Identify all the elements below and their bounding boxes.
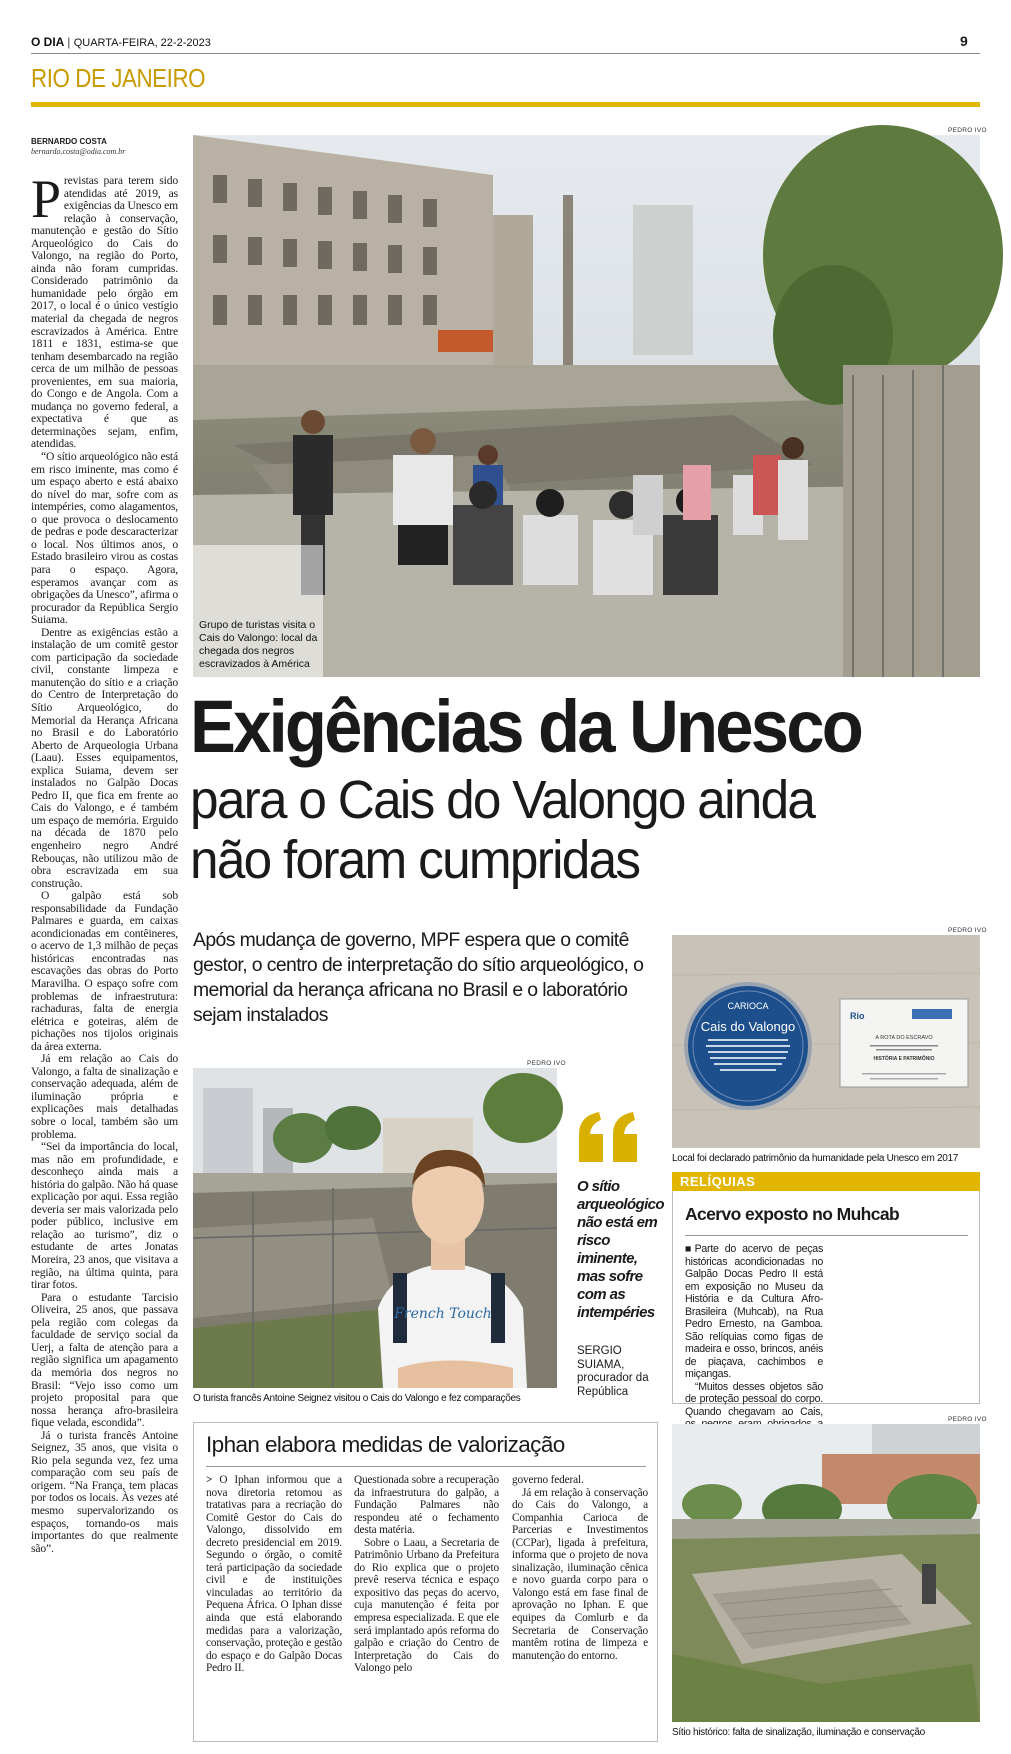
article-body	[31, 169, 178, 1745]
plaque-photo-image	[672, 935, 980, 1148]
iphan-text1: O Iphan informou que a nova diretoria retomou as tratativas para a recriação do Comitê Gestor do Cais do Valongo, dissolvido em decreto presidencial em 2019. Segundo o órgão, o comitê terá participação da sociedade civil e de instituições vinculadas ao território da Pequena África. O Iphan disse ainda que está elaborando medidas para a valorização, conservação, proteção e gestão do espaço e do Galpão Docas Pedro II.	[206, 1474, 342, 1675]
caption-plaque: Local foi declarado patrimônio da humanidade pela Unesco em 2017	[672, 1153, 959, 1164]
article-p2: “O sítio arqueológico não está em risco iminente, mas como é um espaço aberto e está abaixo do nível do mar, sofre com as intempéries, como alagamentos, o que provoca o deslocamento de pedras e pode descaracterizar o local. Nos últimos anos, o Estado brasileiro virou as costas para o espaço. Agora, esperamos avançar com as obrigações da Unesco”, afirma o procurador da República Sergio Suiama.	[31, 450, 178, 627]
article-p7: Para o estudante Tarcisio Oliveira, 25 anos, que passava pela região com colegas da faculdade de serviço social da Uerj, a falta de atenção para a região significa um apagamento da memória dos negros no Brasil: “Vejo isso como um projeto proposital para que nossa herança afro-brasileira fique velada, escondida”.	[31, 1290, 178, 1430]
credit-site: PEDRO IVO	[948, 1416, 987, 1423]
article-p4: O galpão está sob responsabilidade da Fundação Palmares e guarda, em caixas acondicionadas em contêineres, o acervo de 1,3 milhão de peças históricas encontradas nas escavações das obras do Porto Maravilha. O espaço sofre com problemas de infraestrutura: rachaduras, falta de energia elétrica e goteiras, além de pichações nos tijolos originais da área externa.	[31, 889, 178, 1053]
main-photo	[193, 135, 980, 677]
article-p1: revistas para terem sido atendidas até 2019, as exigências da Unesco em relação à conservação, manutenção e gestão do Sítio Arqueológico do Cais do Valongo, na região do Porto, ainda não foram cumpridas. Considerado patrimônio da humanidade pelo órgão em 2017, o local é o único vestígio material da chegada de negros escravizados à América. Entre 1811 e 1831, estima-se que tenham desembarcado na região cerca de um milhão de pessoas provenientes, em sua maioria, do Congo e de Angola. Com a mudança no governo federal, a expectativa é que as determinações sejam, enfim, atendidas.	[31, 174, 178, 451]
iphan-text2b: Sobre o Laau, a Secretaria de Patrimônio Urbano da Prefeitura do Rio explica que o projeto prevê reserva técnica e espaço expositivo das peças do acervo, cuja manutenção é feita por empresa especializada. E que ele será implantado após reforma do galpão e criação do Centro de Interpretação do Cais do Valongo pelo	[354, 1536, 499, 1675]
main-photo-image	[193, 135, 980, 677]
sign-logo: Rio	[850, 1011, 865, 1021]
iphan-rule	[206, 1466, 646, 1467]
caption-tourist: O turista francês Antoine Seignez visitou o Cais do Valongo e fez comparações	[193, 1393, 521, 1404]
sign-subtitle: HISTÓRIA E PATRIMÔNIO	[873, 1056, 935, 1062]
page-date: QUARTA-FEIRA, 22-2-2023	[73, 37, 211, 49]
reliquias-col1	[685, 1243, 823, 1418]
header-rule	[31, 53, 980, 54]
article-p5: Já em relação ao Cais do Valongo, a falta de sinalização e conservação adequada, além de iluminação própria e explicações mais detalhadas sobre o local, também são um problema.	[31, 1052, 178, 1141]
reliquias-text1: Parte do acervo de peças históricas acondicionadas no Galpão Docas Pedro II está em exposição no Museu da História e da Cultura Afro-Brasileira (Muhcab), na Rua Pedro Ernesto, na Gamboa. São relíquias como figas de madeira e osso, brincos, anéis de piaçava, cachimbos e miçangas.	[685, 1243, 823, 1380]
byline-email: bernardo.costa@odia.com.br	[31, 147, 126, 156]
headline-line1: Exigências da Unesco	[190, 685, 861, 768]
square-bullet-icon: ■	[685, 1243, 695, 1255]
reliquias-rule	[685, 1235, 968, 1236]
credit-plaque: PEDRO IVO	[948, 927, 987, 934]
quote-mark	[577, 1112, 641, 1164]
site-photo	[672, 1424, 980, 1722]
masthead: O DIA | QUARTA-FEIRA, 22-2-2023	[31, 35, 211, 49]
quote-author: SERGIO SUIAMA, procurador da República	[577, 1345, 649, 1398]
reliquias-title: Acervo exposto no Muhcab	[685, 1204, 900, 1224]
quote-mark-icon	[577, 1112, 641, 1164]
iphan-col1	[206, 1474, 342, 1734]
site-photo-image	[672, 1424, 980, 1722]
reliquias-text2: “Muitos desses objetos são de proteção pessoal do corpo. Quando chegavam ao Cais,	[685, 1380, 823, 1418]
article-p6: “Sei da importância do local, mas não em profundidade, e desconheço ainda mais a história do galpão. Não há quase explicação por aqui. Essa região deveria ser mais valorizada pelo poder público, inclusive em relação ao turismo”, diz o estudante de artes Jonatas Moreira, 23 anos, que visitava a região, na última quinta, para tirar fotos.	[31, 1140, 178, 1292]
dropcap: P	[31, 169, 61, 229]
plaque-city: CARIOCA	[727, 1001, 769, 1011]
reliquias-tag: RELÍQUIAS	[672, 1172, 980, 1191]
plaque-photo	[672, 935, 980, 1148]
article-p3: Dentre as exigências estão a instalação de um comitê gestor com participação da sociedade civil, constante limpeza e manutenção do sítio e a criação do Centro de Interpretação do Sítio Arqueológico, do Memorial da Herança Africana no Brasil e do Laboratório Aberto de Arqueologia Urbana (Laau). Esses equipamentos, explica Suiama, devem ser instalados no Galpão Docas Pedro II, que fica em frente ao Cais do Valongo, e é também um espaço de memória. Erguido na década de 1870 pelo engenheiro negro André Rebouças, não utilizou mão de obra escravizada em sua construção.	[31, 625, 178, 890]
sign-title: A ROTA DO ESCRAVO	[875, 1035, 933, 1041]
deck: Após mudança de governo, MPF espera que o comitê gestor, o centro de interpretação do sítio arqueológico, o memorial da herança africana no Brasil e o laboratório sejam instalados	[193, 929, 644, 1026]
shirt-text: French Touch	[394, 1306, 492, 1322]
iphan-text3a: governo federal.	[512, 1474, 584, 1486]
credit-main: PEDRO IVO	[948, 127, 987, 134]
plaque-title: Cais do Valongo	[700, 1019, 796, 1034]
article-p8: Já o turista francês Antoine Seignez, 35 anos, que visita o Rio pela segunda vez, fez uma comparação com seu país de origem. “Na França, tem placas por todos os locais. Às vezes até mesmo supervalorizando os espaços, tornando-os mais importantes do que realmente são”.	[31, 1428, 178, 1555]
iphan-title: Iphan elabora medidas de valorização	[206, 1432, 565, 1457]
arrow-bullet-icon: >	[206, 1474, 220, 1486]
iphan-col2	[354, 1474, 499, 1734]
paper-name: O DIA	[31, 35, 64, 49]
caption-main: Grupo de turistas visita o Cais do Valongo: local da chegada dos negros escravizados à América	[199, 619, 318, 670]
tourist-photo	[193, 1068, 557, 1388]
tourist-photo-image	[193, 1068, 557, 1388]
iphan-text2a: Questionada sobre a recuperação da infraestrutura do galpão, a Fundação Palmares não respondeu até o fechamento desta matéria.	[354, 1474, 499, 1537]
headline-line3: não foram cumpridas	[190, 830, 640, 890]
iphan-col3	[512, 1474, 648, 1734]
quote-text: O sítio arqueológico não está em risco iminente, mas sofre com as intempéries	[577, 1178, 664, 1321]
credit-tourist: PEDRO IVO	[527, 1060, 566, 1067]
byline-name: BERNARDO COSTA	[31, 137, 107, 146]
headline-line2: para o Cais do Valongo ainda	[190, 770, 815, 830]
page-number: 9	[960, 33, 968, 49]
section-rule	[31, 102, 980, 107]
iphan-text3b: Já em relação à conservação do Cais do Valongo, a Companhia Carioca de Parcerias e Investimentos (CCPar), ligada à prefeitura, informa que o projeto de nova sinalização, iluminação cênica e novo guarda corpo para o Valongo está em fase final de aprovação no Iphan. E que equipes da Comlurb e da Secretaria de Conservação mantêm rotina de limpeza e manutenção do entorno.	[512, 1486, 648, 1662]
caption-site: Sítio histórico: falta de sinalização, iluminação e conservação	[672, 1727, 925, 1738]
section-title: RIO DE JANEIRO	[31, 63, 206, 93]
